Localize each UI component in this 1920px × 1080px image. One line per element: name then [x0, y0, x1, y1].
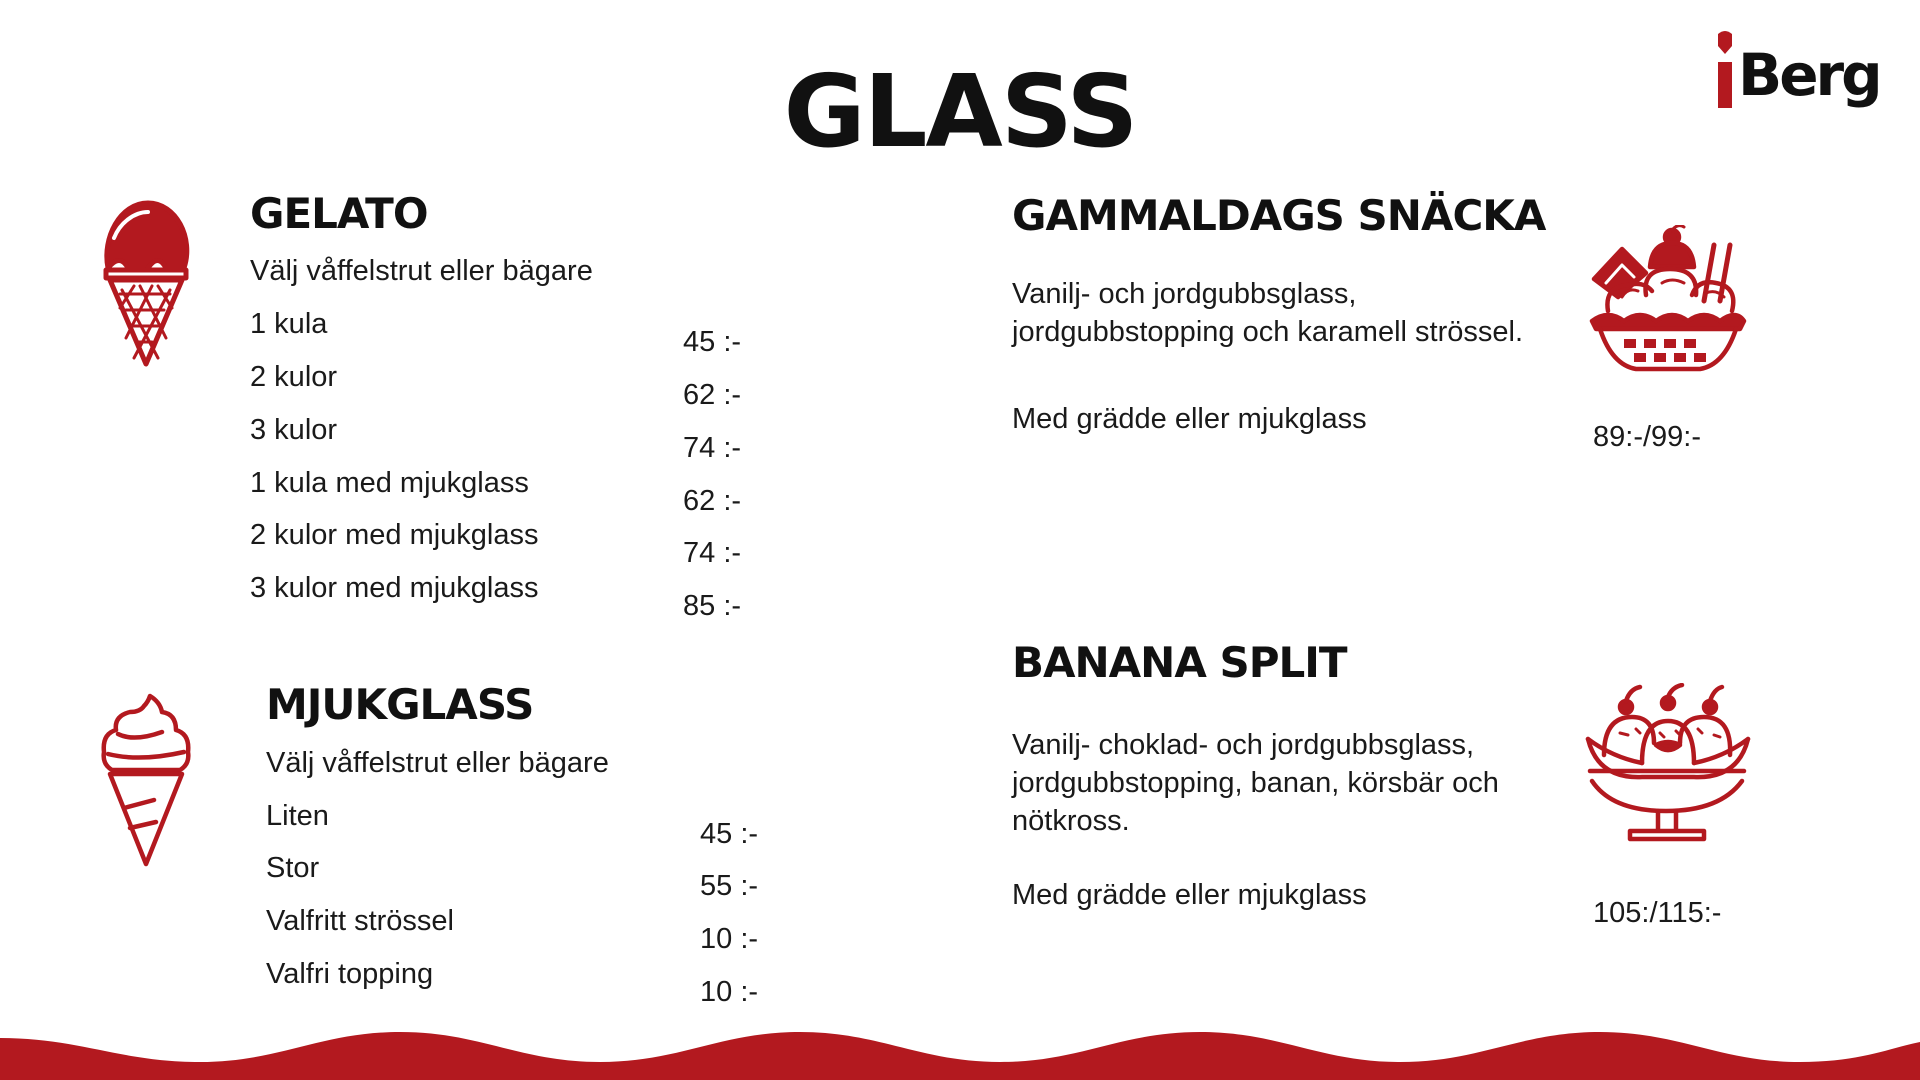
gelato-item-label: 3 kulor [250, 414, 338, 446]
sundae-basket-icon [1588, 225, 1748, 373]
brand-logo [1712, 28, 1887, 118]
mjukglass-heading: MJUKGLASS [266, 680, 534, 729]
mjukglass-item-price: 10 :- [700, 976, 759, 1008]
logo-i-mark [1715, 28, 1735, 118]
banana-split-price: 105:/115:- [1593, 897, 1722, 929]
gelato-heading: GELATO [250, 189, 428, 238]
brand-name: Berg [1738, 41, 1880, 109]
gelato-item-price: 45 :- [683, 326, 742, 358]
banana-split-bowl-icon [1582, 683, 1752, 847]
gelato-item-price: 85 :- [683, 590, 742, 622]
gelato-item-price: 62 :- [683, 379, 742, 411]
gelato-item-price: 74 :- [683, 432, 742, 464]
mjukglass-subtitle: Välj våffelstrut eller bägare [266, 747, 609, 779]
gelato-cone-icon [100, 198, 192, 368]
gammaldags-description: jordgubbstopping och karamell strössel. [1012, 316, 1523, 348]
page-title: GLASS [783, 53, 1137, 170]
banana-split-description: nötkross. [1012, 805, 1130, 837]
gammaldags-option: Med grädde eller mjukglass [1012, 403, 1367, 435]
gelato-item-label: 1 kula med mjukglass [250, 467, 529, 499]
mjukglass-item-price: 10 :- [700, 923, 759, 955]
gelato-item-label: 2 kulor [250, 361, 338, 393]
mjukglass-item-price: 55 :- [700, 870, 759, 902]
bottom-wave-decoration [0, 1020, 1920, 1080]
gammaldags-price: 89:-/99:- [1593, 421, 1701, 453]
gammaldags-heading: GAMMALDAGS SNÄCKA [1012, 191, 1546, 240]
gammaldags-description: Vanilj- och jordgubbsglass, [1012, 278, 1357, 310]
gelato-item-price: 62 :- [683, 485, 742, 517]
banana-split-heading: BANANA SPLIT [1012, 638, 1347, 687]
mjukglass-item-label: Stor [266, 852, 320, 884]
mjukglass-item-price: 45 :- [700, 818, 759, 850]
gelato-subtitle: Välj våffelstrut eller bägare [250, 255, 593, 287]
banana-split-option: Med grädde eller mjukglass [1012, 879, 1367, 911]
gelato-item-label: 3 kulor med mjukglass [250, 572, 539, 604]
mjukglass-item-label: Liten [266, 800, 329, 832]
banana-split-description: Vanilj- choklad- och jordgubbsglass, [1012, 729, 1475, 761]
mjukglass-item-label: Valfri topping [266, 958, 434, 990]
gelato-item-label: 1 kula [250, 308, 328, 340]
banana-split-description: jordgubbstopping, banan, körsbär och [1012, 767, 1499, 799]
gelato-item-label: 2 kulor med mjukglass [250, 519, 539, 551]
mjukglass-item-label: Valfritt strössel [266, 905, 455, 937]
gelato-item-price: 74 :- [683, 537, 742, 569]
soft-serve-cone-icon [100, 692, 192, 868]
